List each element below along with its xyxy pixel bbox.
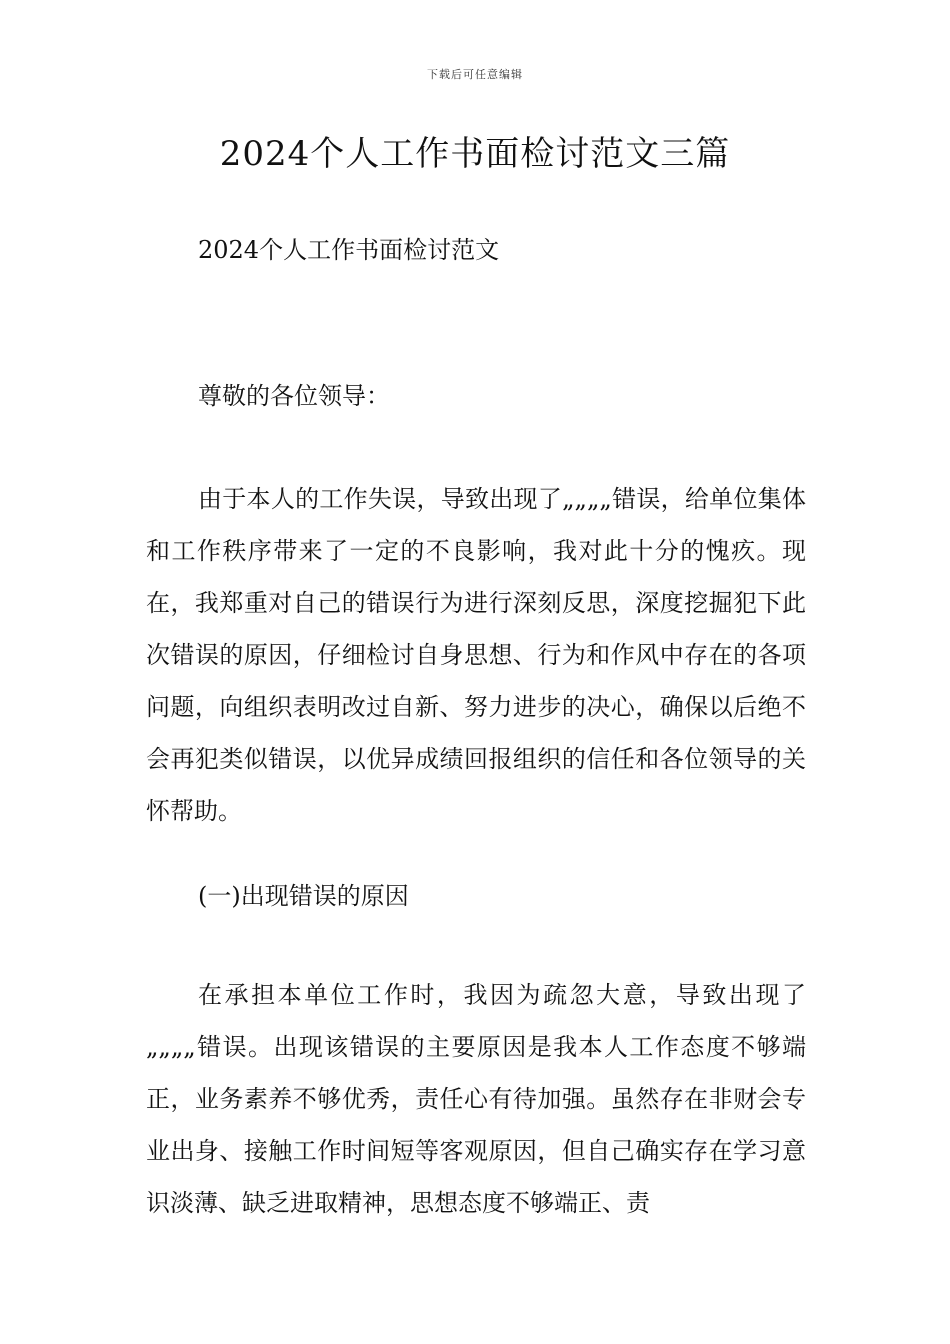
salutation: 尊敬的各位领导： — [198, 382, 390, 410]
section-heading: (一)出现错误的原因 — [198, 882, 409, 910]
subtitle: 2024个人工作书面检讨范文 — [198, 236, 500, 264]
body-paragraph: 由于本人的工作失误，导致出现了„„„„错误，给单位集体和工作秩序带来了一定的不良影响，我对此十分的愧疚。现在，我郑重对自己的错误行为进行深刻反思，深度挖掘犯下此次错误的原因，仔细检讨自身思想、行为和作风中存在的各项问题，向组织表明改过自新、努力进步的决心，确保以后绝不会再犯类似错误，以优异成绩回报组织的信任和各位领导的关怀帮助。 — [146, 485, 806, 825]
body-paragraph: 在承担本单位工作时，我因为疏忽大意，导致出现了„„„„错误。出现该错误的主要原因是我本人工作态度不够端正，业务素养不够优秀，责任心有待加强。虽然存在非财会专业出身、接触工作时间短等客观原因，但自己确实存在学习意识淡薄、缺乏进取精神，思想态度不够端正、责 — [146, 981, 806, 1217]
document-title: 2024个人工作书面检讨范文三篇 — [219, 134, 731, 174]
header-note: 下载后可任意编辑 — [427, 68, 523, 81]
